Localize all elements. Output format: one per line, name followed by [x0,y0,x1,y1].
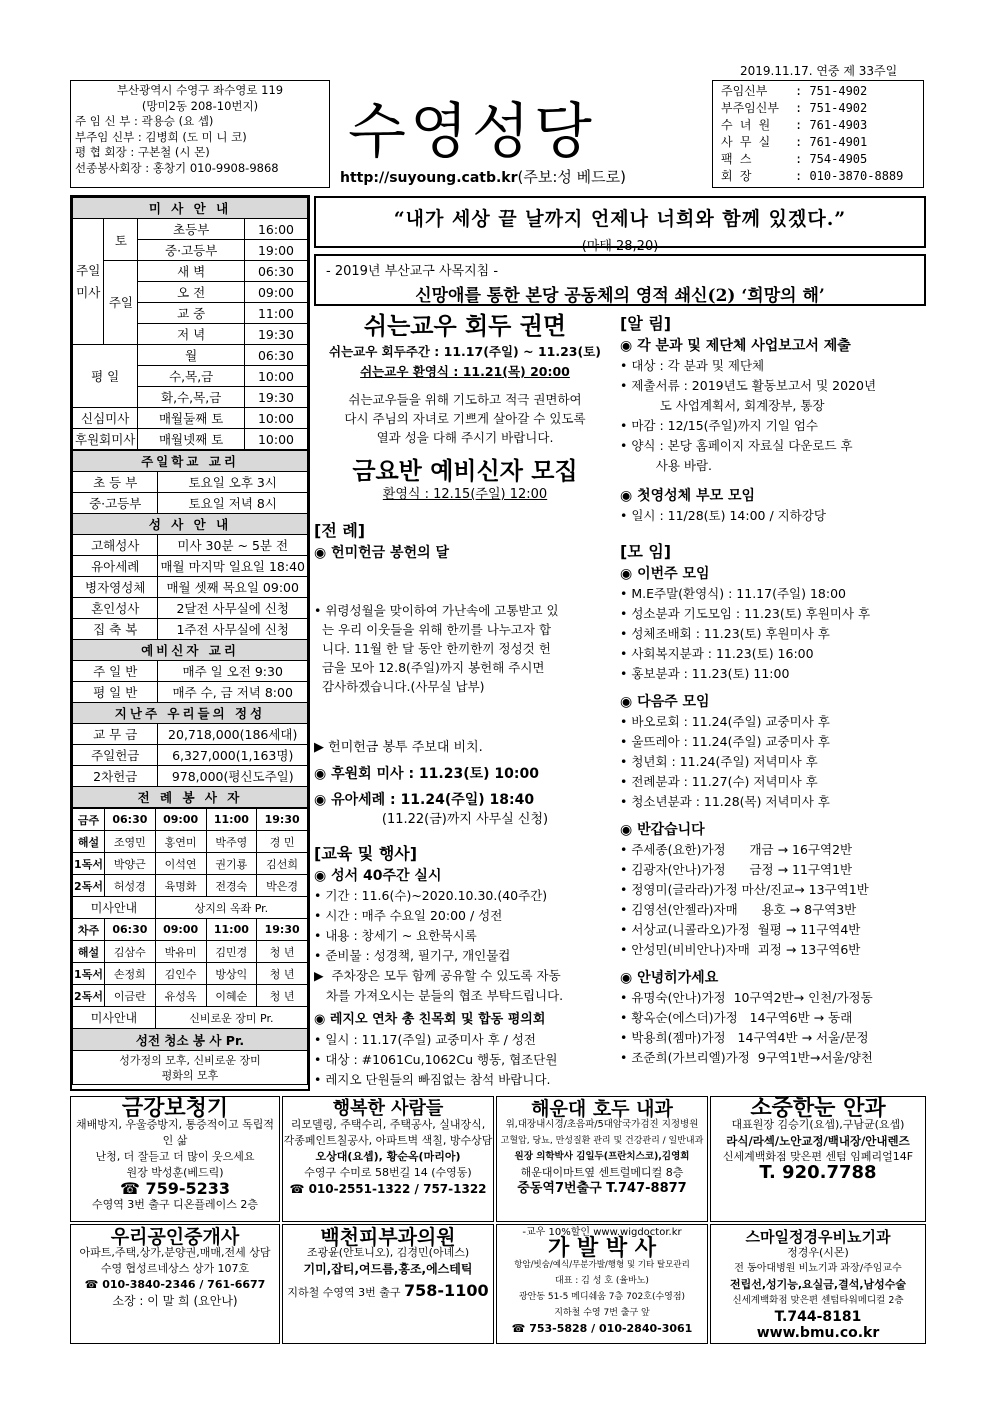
middle-column [314,312,616,1090]
table-cell: 금주 [73,809,105,831]
text-line: -교우 10%할인 www.wigdoctor.kr [522,1227,682,1238]
table-cell: 수,목,금 [138,366,245,387]
parish-logo [330,80,710,188]
text-line: 라식/라섹/노안교정/백내장/안내렌즈 [726,1134,910,1148]
table-cell: 주 일 반 [73,661,158,682]
text-line: ☎ 010-3840-2346 / 761-6677 [84,1278,266,1291]
text-line: 우리공인중개사 [110,1226,240,1248]
text-line: 조광윤(안토니오), 김경민(아녜스) [306,1246,470,1259]
text-line: • 황옥순(에스더)가정 14구역6반 → 동래 [620,1010,853,1025]
text-line: 는 우리 이웃들을 위해 한끼를 나누고자 합 [314,622,552,637]
text-line: 금을 모아 12.8(주일)까지 봉헌해 주시면 [314,660,545,675]
text-line: • 대상 : #1061Cu,1062Cu 행동, 협조단원 [314,1052,558,1067]
table-cell: 박은경 [257,875,308,897]
text-line: 쉬는교우들을 위해 기도하고 적극 권면하여 [348,392,582,407]
text-line: 광안동 51-5 메디쉐움 7층 702호(수영점) [518,1292,686,1302]
table-cell: 권기룡 [206,853,257,875]
text-line: 오상대(요셉), 황순옥(마리아) [315,1150,461,1163]
table-cell: 10:00 [244,408,307,429]
text-line: 수영구 수미로 58번길 14 (수영동) [304,1166,472,1179]
right-column [620,312,926,1068]
text-line: • 마감 : 12/15(주일)까지 기일 엄수 [620,418,818,433]
text-line: 751-4902 [809,84,868,98]
table-cell: 19:30 [244,324,307,345]
text-line: 원장 박성훈(베드릭) [126,1166,224,1179]
text-line: 행복한 사람들 [332,1098,444,1119]
table-cell: 신비로운 장미 Pr. [155,1007,307,1029]
table-cell: 06:30 [105,919,156,941]
text-line: • 제출서류 : 2019년도 활동보고서 및 2020년 [620,378,877,393]
text-line: 고혈압, 당뇨, 만성질환 관리 및 건강관리 / 일반내과 [500,1136,704,1146]
text-line: 신세계백화점 맞은편 센텀 임페리얼14F [722,1150,914,1163]
table-cell: 주일헌금 [73,745,158,766]
table-cell: 예비신자 교리 [73,640,308,661]
text-line: 쉬는교우 환영식 : 11.21(목) 20:00 [360,364,570,379]
text-line: 회 장 [721,169,752,183]
table-cell: 19:30 [244,387,307,408]
text-line: ◉ 이번주 모임 [620,566,710,582]
text-line: 전 동아대병원 비뇨기과 과장/주임교수 [734,1263,902,1274]
table-cell: 주일학교 교리 [73,451,308,472]
table-cell: 경 민 [257,831,308,853]
text-line: • 사회복지분과 : 11.23(토) 16:00 [620,646,814,661]
text-line: 지하철 수영역 3번 출구 [287,1286,401,1299]
text-line: • 조준희(가브리엘)가정 9구역1반→서울/양천 [620,1050,873,1065]
text-line: 아파트,주택,상가,분양권,매매,전세 상담 [79,1246,271,1259]
text-line: ☎ 753-5828 / 010-2840-3061 [511,1322,693,1335]
text-line: • 서상교(니콜라오)가정 월평 → 11구역4반 [620,922,861,937]
table-cell: 09:00 [244,282,307,303]
liturgy-section: [전 례] [314,521,366,540]
text-line: • 정영미(글라라)가정 마산/진교→ 13구역1반 [620,882,869,897]
ad-urology [710,1224,926,1344]
guideline-title: 신망애를 통한 본당 공동체의 영적 쇄신(2) ‘희망의 해’ [415,286,825,306]
text-line: ◉ 다음주 모임 [620,694,710,710]
education-section: [교육 및 행사] [314,844,418,863]
text-line: 니다. 11월 한 달 동안 한끼한끼 정성것 헌 [314,641,551,656]
table-cell: 16:00 [244,219,307,240]
table-cell: 차주 [73,919,105,941]
table-cell: 박유미 [155,941,206,963]
ad-internal-medicine [496,1096,708,1222]
text-line: 010-3870-8889 [809,169,904,183]
table-cell: 19:30 [257,919,308,941]
table-cell: 매월둘째 토 [138,408,245,429]
table-cell: 상지의 옥좌 Pr. [155,897,307,919]
table-cell: 평 일 반 [73,682,158,703]
text-line: 원장 의학박사 김일두(프란치스코),김영희 [514,1151,690,1162]
address-box [70,80,330,188]
table-cell: 매월 마지막 일요일 18:40 [158,556,308,577]
table-cell: 매월넷째 토 [138,429,245,450]
table-cell: 1독서 [73,963,105,985]
text-line: 758-1100 [404,1281,489,1300]
text-line: • 성소분과 기도모임 : 11.23(토) 후원미사 후 [620,606,871,621]
quote-text: “내가 세상 끝 날까지 언제나 너희와 함께 있겠다.” [393,208,847,230]
council-line: 평 협 회장 : 구본철 (시 몬) [75,145,210,160]
text-line: ◉ 각 분과 및 제단체 사업보고서 제출 [620,338,851,354]
table-cell: 성 사 안 내 [73,514,308,535]
table-cell: 토 [104,219,138,261]
weekday-label: 평 일 [73,345,138,408]
contact-row: 사 무 실 : 761-4901 [721,135,868,149]
text-line: 수영 협성르네상스 상가 107호 [100,1262,250,1275]
text-line: 전립선,성기능,요실금,결석,남성수술 [729,1278,907,1291]
text-line: ☎ 759-5233 [119,1179,231,1198]
table-cell: 토요일 오후 3시 [158,472,308,493]
table-cell: 1주전 사무실에 신청 [158,619,308,640]
table-cell: 09:00 [155,919,206,941]
meetings-section: [모 임] [620,542,672,561]
table-cell: 미사안내 [73,1007,156,1029]
text-line: T.744-8181 www.bmu.co.kr [756,1309,880,1341]
text-line: 소장 : 이 말 희 (요안나) [112,1294,238,1308]
parish-url[interactable]: http://suyoung.catb.kr [340,170,518,186]
table-cell: 교 중 [138,303,245,324]
table-cell: 2차헌금 [73,766,158,787]
text-line: 채배방지, 우울증방지, 통증적이고 독립적인 삶 [75,1118,275,1147]
table-cell: 김민경 [206,941,257,963]
table-cell: 해설 [73,941,105,963]
assistant-pastor-line: 부주임 신부 : 김병희 (도 미 니 코) [75,129,247,144]
text-line: • 성체조배회 : 11.23(토) 후원미사 후 [620,626,830,641]
text-line: • 청소년분과 : 11.28(목) 저녁미사 후 [620,794,830,809]
parish-url-line [340,166,626,187]
text-line: • 바오로회 : 11.24(주일) 교중미사 후 [620,714,830,729]
table-cell: 이혜순 [206,985,257,1007]
table-cell: 1독서 [73,853,105,875]
text-line: • 일시 : 11.17(주일) 교중미사 후 / 성전 [314,1032,536,1047]
text-line: • 안성민(비비안나)자매 괴정 → 13구역6반 [620,942,861,957]
table-cell: 20,718,000(186세대) [158,724,308,745]
text-line: 리모델링, 주택수리, 주택공사, 실내장식, [290,1118,486,1131]
text-line: ◉ 레지오 연차 총 친목회 및 합동 평의회 [314,1012,546,1027]
text-line: • 시간 : 매주 수요일 20:00 / 성전 [314,908,503,923]
table-cell: 매월 셋째 목요일 09:00 [158,577,308,598]
table-cell: 집 축 복 [73,619,158,640]
ad-wig-shop [496,1224,708,1344]
table-cell: 전 례 봉 사 자 [73,787,308,808]
guideline-heading: - 2019년 부산교구 사목지침 - [326,264,499,279]
text-line: 팩 스 [721,152,752,166]
text-line: 사 무 실 [721,135,771,149]
table-cell: 초 등 부 [73,472,158,493]
table-cell: 10:00 [244,429,307,450]
text-line: 열과 성을 다해 주시기 바랍니다. [376,430,554,445]
table-cell: 김인수 [155,963,206,985]
text-line: • 유명숙(안나)가정 10구역2반→ 인천/가정동 [620,990,873,1005]
text-line: 사용 바람. [620,458,713,473]
text-line: 위,대장내시경/초음파/5대암국가검진 지정병원 [505,1119,699,1130]
text-line: 해운대 호두 내과 [531,1098,673,1120]
table-cell: 11:00 [206,809,257,831]
text-line: 가 발 박 사 [548,1236,656,1261]
mass-table [72,197,308,450]
table-cell: 전경숙 [206,875,257,897]
table-cell: 10:00 [244,366,307,387]
table-cell: 지난주 우리들의 정성 [73,703,308,724]
table-cell: 미사 30분 ~ 5분 전 [158,535,308,556]
text-line: ◉ 반갑습니다 [620,822,705,838]
table-cell: 김선희 [257,853,308,875]
text-line: • 박용희(젬마)가정 14구역4반 → 서울/문정 [620,1030,869,1045]
text-line: 수 녀 원 [721,118,771,132]
text-line: • 위령성월을 맞이하여 가난속에 고통받고 있 [314,603,559,618]
mass-title: 미 사 안 내 [73,198,308,219]
text-line: 스마일정경우비뇨기과 [745,1228,891,1246]
ad-hearing-aid [70,1096,280,1222]
text-line: 해운대이마트옆 센트럴메디컬 8층 [520,1166,684,1179]
table-cell: 청 년 [257,963,308,985]
text-line: ☎ 010-2551-1322 / 757-1322 [289,1182,487,1196]
table-cell: 병자영성체 [73,577,158,598]
contact-row: 팩 스 : 754-4905 [721,152,868,166]
text-line: (11.22(금)까지 사무실 신청) [381,812,549,827]
text-line: 차를 가져오시는 분들의 협조 부탁드립니다. [314,988,564,1003]
logo-text: 수영성당 [348,97,596,167]
text-line: • 전례분과 : 11.27(수) 저녁미사 후 [620,774,818,789]
table-cell [73,1051,308,1085]
text-line: ◉ 유아세례 : 11.24(주일) 18:40 [314,792,535,808]
contact-row: 수 녀 원 : 761-4903 [721,118,868,132]
table-cell: 성전 청소 봉 사 Pr. [73,1029,308,1051]
quote-reference: (마태 28,20) [581,239,659,254]
text-line: 각종페인트칠공사, 아파트벽 색칠, 방수상담 [283,1134,493,1147]
text-line: 항암/빗숨/예식/무분가발/행형 및 기타 탈모관리 [514,1260,690,1270]
table-cell: 초등부 [138,219,245,240]
address-line: (망미2동 208-10번지) [141,98,259,113]
text-line: 백천피부과의원 [320,1225,456,1249]
address-line: 부산광역시 수영구 좌수영로 119 [116,83,284,97]
text-line: • 일시 : 11/28(토) 14:00 / 지하강당 [620,508,826,523]
table-cell: 혼인성사 [73,598,158,619]
catechumen-title: 금요반 예비신자 모집 [352,457,578,485]
table-cell: 월 [138,345,245,366]
text-line: • 주세종(요한)가정 개금 → 16구역2반 [620,842,853,857]
text-line: ◉ 성서 40주간 실시 [314,868,442,884]
text-line: ◉ 헌미헌금 봉헌의 달 [314,545,450,561]
text-line: • 김광자(안나)가정 금정 → 11구역1반 [620,862,853,877]
table-cell: 매주 일 오전 9:30 [158,661,308,682]
text-line: • 레지오 단원들의 빠짐없는 참석 바랍니다. [314,1072,551,1087]
table-cell: 06:30 [105,809,156,831]
text-line: 정경우(시몬) [787,1246,849,1259]
text-line: T. 920.7788 [759,1162,877,1183]
contact-box [712,80,924,188]
table-cell: 새 벽 [138,261,245,282]
table-cell: 978,000(평신도주일) [158,766,308,787]
pastoral-guideline [314,254,926,306]
text-line: ◉ 후원회 미사 : 11.23(토) 10:00 [314,766,539,782]
table-cell: 고해성사 [73,535,158,556]
table-cell: 저 녁 [138,324,245,345]
table-cell: 6,327,000(1,163명) [158,745,308,766]
text-line: • 청년회 : 11.24(주일) 저녁미사 후 [620,754,818,769]
text-line: 환영식 : 12.15(주일) 12:00 [382,487,548,502]
text-line: 쉬는교우 회두주간 : 11.17(주일) ~ 11.23(토) [329,344,601,359]
table-cell: 토요일 저녁 8시 [158,493,308,514]
sunday-mass-label: 주일미사 [73,219,104,345]
patron-saint: (주보:성 베드로) [517,168,626,186]
text-line: • 홍보분과 : 11.23(토) 11:00 [620,666,790,681]
text-line: • 양식 : 본당 홈페이지 자료실 다운로드 후 [620,438,853,453]
text-line: 대표 : 김 성 호 (율바노) [555,1276,649,1286]
text-line: 754-4905 [809,152,868,166]
table-cell: 06:30 [244,261,307,282]
funeral-line: 선종봉사회장 : 홍창기 010-9908-9868 [75,160,279,175]
pastor-line: 주 임 신 부 : 곽용승 (요 셉) [75,114,214,129]
table-cell: 2독서 [73,875,105,897]
contact-row: 주임신부 : 751-4902 [721,84,868,98]
table-cell: 19:00 [244,240,307,261]
text-line: 신세계백화점 맞은편 센텀타워메디컬 2층 [732,1295,904,1306]
table-cell: 신심미사 [73,408,138,429]
table-cell: 후원회미사 [73,429,138,450]
ad-remodeling [282,1096,494,1222]
table-cell: 손정희 [105,963,156,985]
text-line: • 대상 : 각 분과 및 제단체 [620,358,765,373]
text-line: • 김영선(안젤라)자매 용호 → 8구역3반 [620,902,857,917]
text-line: • 울뜨레아 : 11.24(주일) 교중미사 후 [620,734,830,749]
table-cell: 청 년 [257,985,308,1007]
table-cell: 주일 [104,261,138,345]
servers-table-this-week [72,808,308,1085]
text-line: 다시 주님의 자녀로 기쁘게 살아갈 수 있도록 [344,411,586,426]
text-line: 평화의 모후 [161,1068,219,1082]
text-line: 기미,잡티,여드름,홍조,에스테틱 [303,1262,473,1276]
text-line: • 준비물 : 성경책, 필기구, 개인물컵 [314,948,511,963]
text-line: 성가정의 모후, 신비로운 장미 [119,1053,261,1067]
text-line: 소중한눈 안과 [750,1096,886,1121]
text-line: 중동역7번출구 T.747-8877 [517,1181,687,1196]
table-cell: 매주 수, 금 저녁 8:00 [158,682,308,703]
text-line: 주임신부 [721,84,768,98]
issue-date: 2019.11.17. 연중 제 33주일 [740,64,898,78]
text-line: • 내용 : 창세기 ~ 요한묵시록 [314,928,477,943]
table-cell: 허성경 [105,875,156,897]
sunday-school-table [72,450,308,808]
text-line: 도 사업계획서, 회계장부, 통장 [620,398,825,413]
table-cell: 이석연 [155,853,206,875]
text-line: 지하철 수영 7번 출구 앞 [554,1308,650,1318]
table-cell: 11:00 [206,919,257,941]
text-line: 대표원장 김승기(요셉),구남균(요셉) [731,1118,905,1131]
table-cell: 박양근 [105,853,156,875]
contact-row: 부주임신부 : 751-4902 [721,101,868,115]
text-line: 부주임신부 [721,101,779,115]
table-cell: 2달전 사무실에 신청 [158,598,308,619]
table-cell: 중·고등부 [73,493,158,514]
table-cell: 조영민 [105,831,156,853]
text-line: 761-4903 [809,118,868,132]
text-line: 수영역 3번 출구 디온플레이스 2층 [91,1198,259,1211]
gospel-quote [314,196,926,254]
table-cell: 육명화 [155,875,206,897]
table-cell: 2독서 [73,985,105,1007]
text-line: 난청, 더 잘듣고 더 많이 웃으세요 [95,1150,255,1163]
ad-dermatology [282,1224,494,1344]
table-cell: 중·고등부 [138,240,245,261]
text-line: ▶ 헌미헌금 봉투 주보대 비치. [314,740,483,755]
table-cell: 19:30 [257,809,308,831]
table-cell: 박주영 [206,831,257,853]
text-line: 감사하겠습니다.(사무실 납부) [314,679,485,694]
text-line: 761-4901 [809,135,868,149]
table-cell: 이금란 [105,985,156,1007]
text-line: 751-4902 [809,101,868,115]
table-cell: 화,수,목,금 [138,387,245,408]
ad-eye-clinic [710,1096,926,1222]
contact-row: 회 장 : 010-3870-8889 [721,169,904,183]
table-cell: 09:00 [155,809,206,831]
returning-members-title: 쉬는교우 회두 권면 [363,312,567,340]
table-cell: 해설 [73,831,105,853]
notice-section: [알 림] [620,314,672,333]
text-line: 금강보청기 [121,1096,229,1121]
table-cell: 청 년 [257,941,308,963]
table-cell: 유성옥 [155,985,206,1007]
table-cell: 11:00 [244,303,307,324]
table-cell: 오 전 [138,282,245,303]
text-line: ◉ 안녕히가세요 [620,970,719,986]
text-line: ◉ 첫영성체 부모 모임 [620,488,756,504]
text-line: ▶ 주차장은 모두 함께 공유할 수 있도록 자동 [314,968,561,983]
table-cell: 방상익 [206,963,257,985]
table-cell: 06:30 [244,345,307,366]
table-cell: 김삼수 [105,941,156,963]
table-cell: 교 무 금 [73,724,158,745]
text-line: • 기간 : 11.6(수)~2020.10.30.(40주간) [314,888,548,903]
text-line: • M.E주말(환영식) : 11.17(주일) 18:00 [620,586,846,601]
table-cell: 홍연미 [155,831,206,853]
info-column [70,195,310,1091]
table-cell: 유아세례 [73,556,158,577]
ad-real-estate [70,1224,280,1344]
table-cell: 미사안내 [73,897,156,919]
